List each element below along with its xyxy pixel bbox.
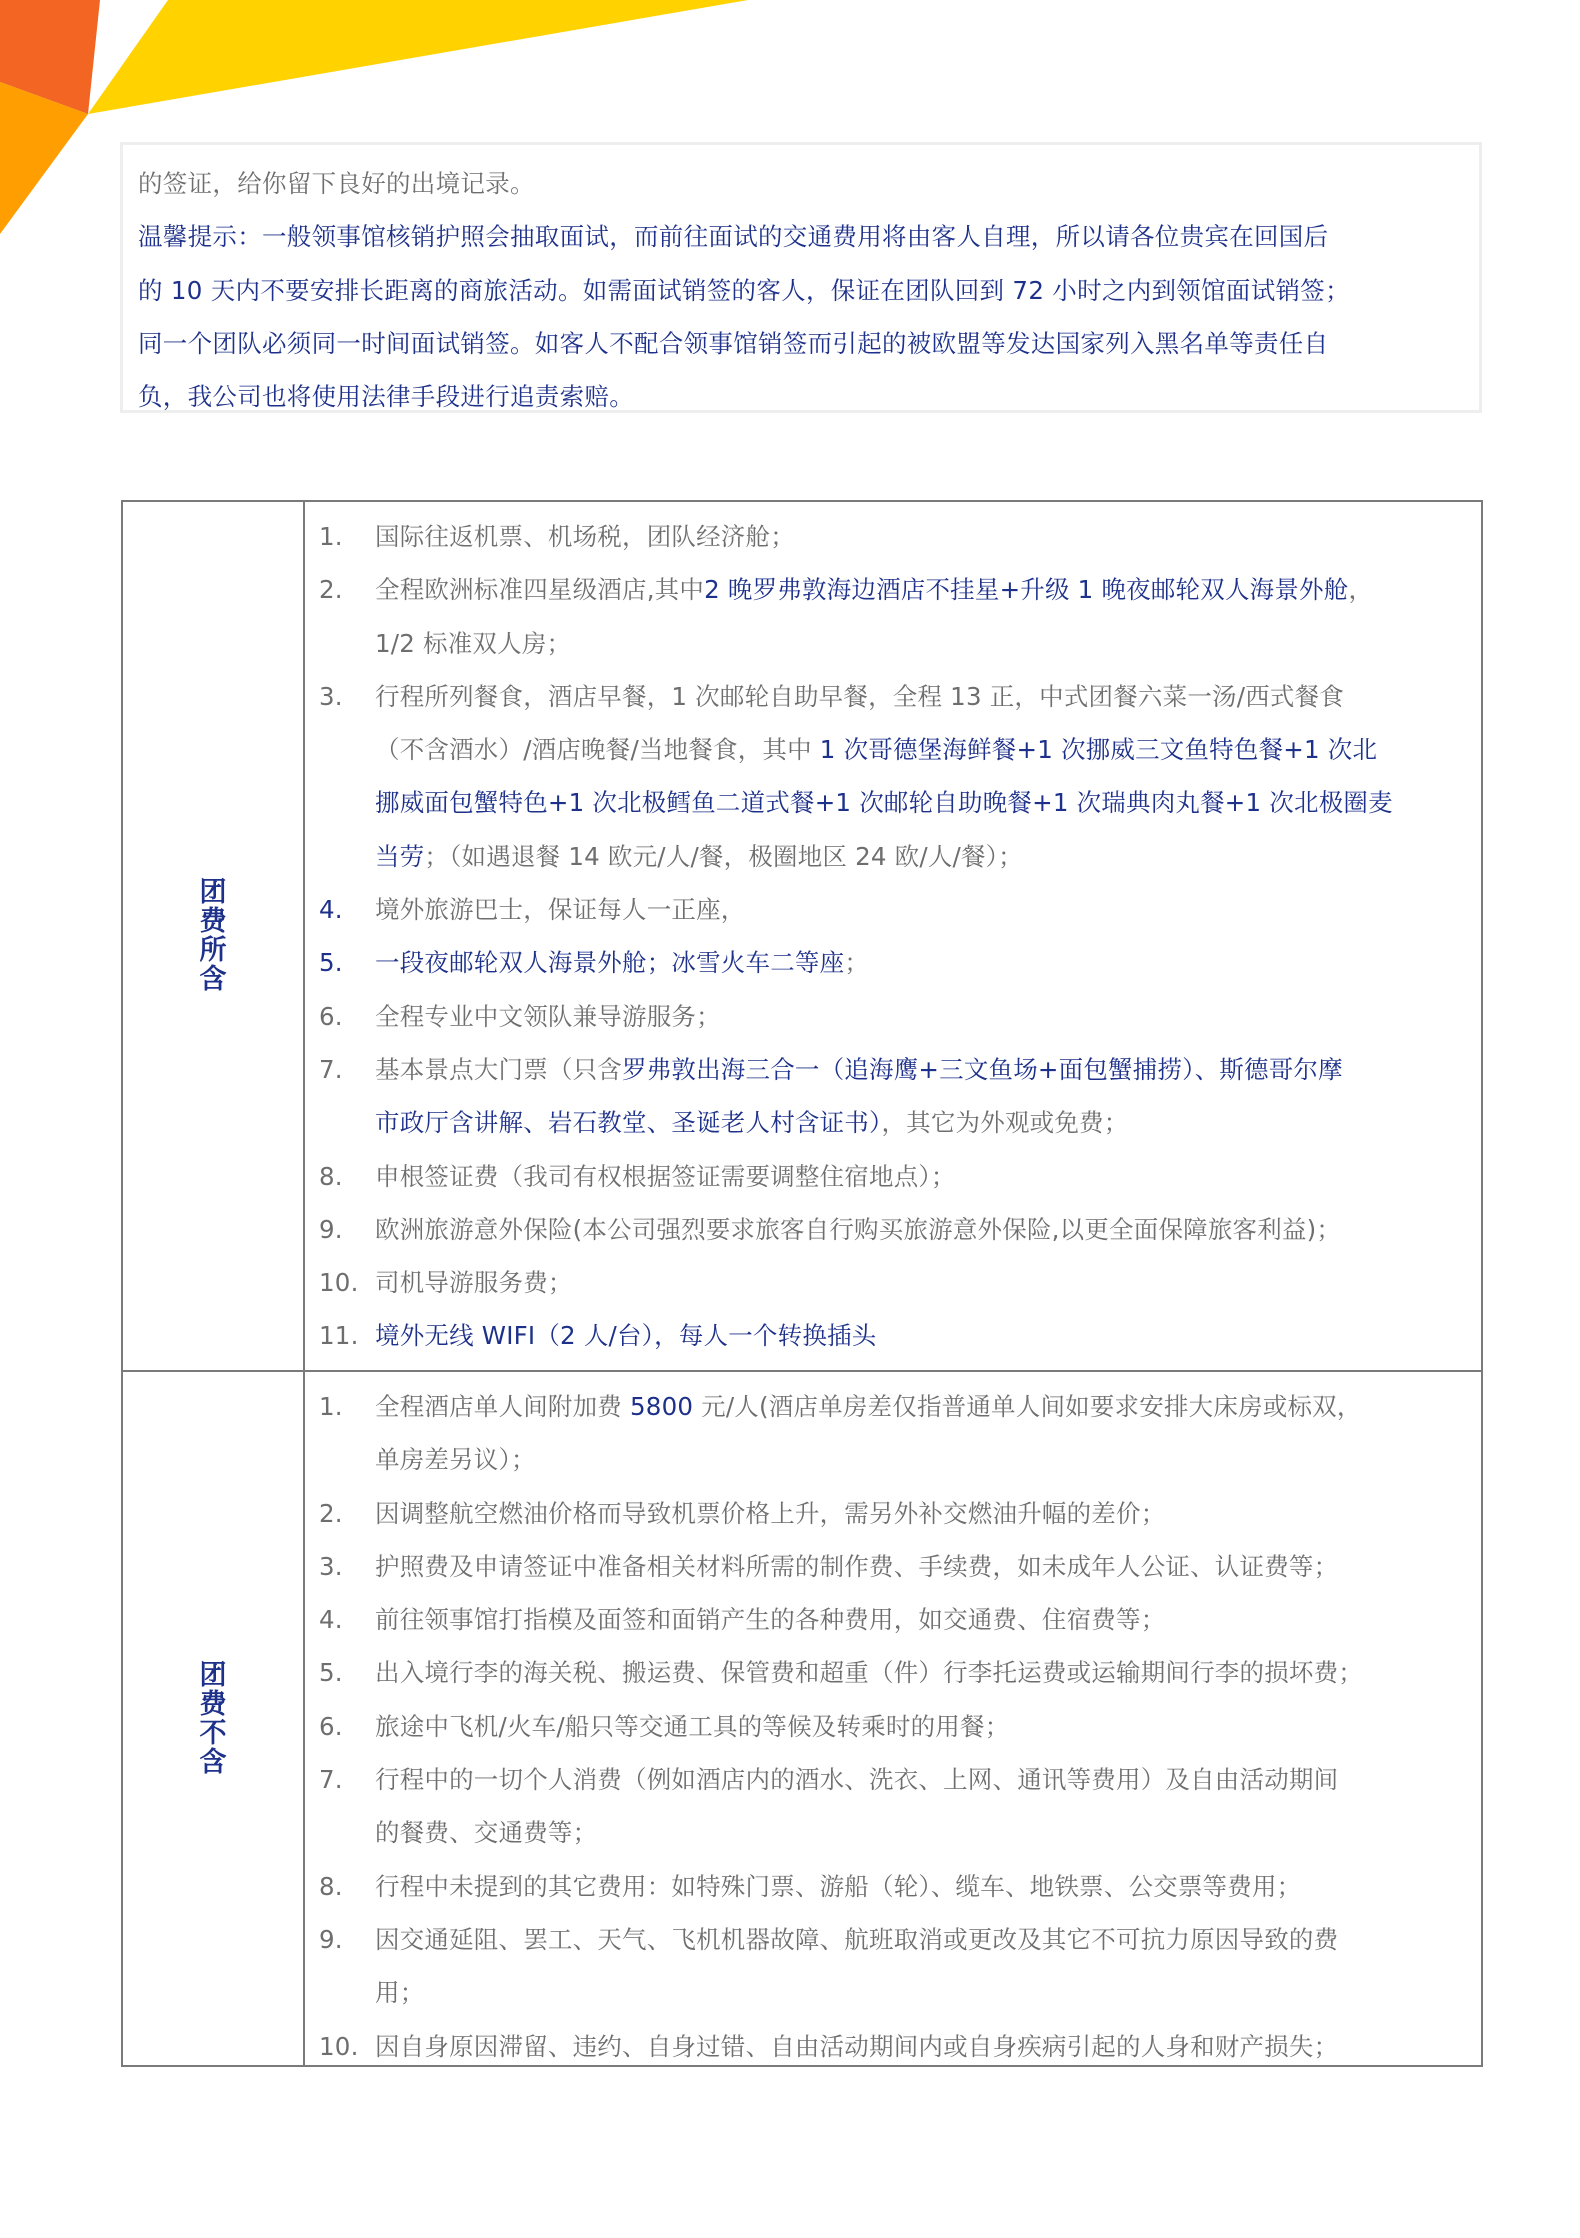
list-item: [305, 936, 1481, 989]
list-item: [305, 1203, 1481, 1256]
yellow-shard: [88, 0, 748, 114]
list-item: [305, 1487, 1481, 1540]
list-item-text: 前往领事馆打指模及面签和面销产生的各种费用，如交通费、住宿费等；: [375, 1605, 1166, 1635]
list-item-text: 用；: [375, 1978, 425, 2008]
notice-line-1: 的签证，给你留下良好的出境记录。: [138, 169, 535, 198]
list-item: [305, 1753, 1481, 1860]
list-item-line: [375, 1309, 1481, 1362]
list-item-number: 8.: [319, 1871, 343, 1901]
list-item-text: 全程欧洲标准四星级酒店,其中: [375, 575, 705, 605]
list-item-line: [375, 510, 1481, 563]
fee-included-content: [304, 501, 1482, 1371]
fee-included-label: 团费所含: [199, 877, 227, 995]
list-item: [305, 1860, 1481, 1913]
fee-excluded-section: [122, 1371, 1482, 2066]
list-item-number: 10.: [319, 1268, 359, 1298]
list-item-number: 7.: [319, 1054, 343, 1084]
list-item-text: 市政厅含讲解、岩石教堂、圣诞老人村含证书）: [375, 1108, 882, 1138]
list-item-text: 国际往返机票、机场税，团队经济舱；: [375, 522, 795, 551]
list-item: [305, 1043, 1481, 1150]
list-item-text: 境外旅游巴士，保证每人一正座，: [375, 895, 746, 925]
list-item-text: 罗弗敦出海三合一（追海鹰+三文鱼场+面包蟹捕捞）、斯德哥尔摩: [622, 1054, 1343, 1084]
list-item-text: （不含酒水）/酒店晚餐/当地餐食，其中: [375, 735, 812, 765]
list-item-line: [375, 617, 1481, 670]
list-item-line: [375, 990, 1481, 1043]
list-item: [305, 2020, 1481, 2073]
list-item-number: 9.: [319, 1214, 343, 1244]
list-item-line: [375, 1753, 1481, 1806]
list-item-text: 一段夜邮轮双人海景外舱；冰雪火车二等座: [375, 948, 845, 978]
list-item-line: [375, 563, 1481, 616]
list-item-text: 行程所列餐食，酒店早餐，1 次邮轮自助早餐，全程 13 正，中式团餐六菜一汤/西式餐食: [375, 681, 1344, 711]
list-item-text: 当劳: [375, 841, 425, 871]
list-item-line: [375, 1096, 1481, 1149]
list-item: [305, 1593, 1481, 1646]
list-item-line: [375, 776, 1481, 829]
list-item-number: 4.: [319, 895, 343, 925]
list-item-text: 单房差另议）；: [375, 1445, 536, 1475]
list-item: [305, 1913, 1481, 2020]
fee-excluded-label: 团费不含: [199, 1659, 227, 1778]
list-item-text: 1 次哥德堡海鲜餐+1 次挪威三文鱼特色餐+1 次北: [811, 735, 1378, 765]
list-item-number: 7.: [319, 1765, 343, 1795]
list-item-number: 1.: [319, 522, 343, 551]
list-item-number: 5.: [319, 948, 343, 978]
list-item-text: 1/2 标准双人房；: [375, 628, 572, 658]
list-item-text: 旅途中飞机/火车/船只等交通工具的等候及转乘时的用餐；: [375, 1711, 1010, 1741]
fee-excluded-label-cell: [122, 1371, 304, 2066]
list-item-text: 欧洲旅游意外保险(本公司强烈要求旅客自行购买旅游意外保险,以更全面保障旅客利益)；: [375, 1214, 1342, 1244]
list-item-number: 3.: [319, 681, 343, 711]
list-item-text: 因自身原因滞留、违约、自身过错、自由活动期间内或自身疾病引起的人身和财产损失；: [375, 2031, 1339, 2061]
list-item-number: 11.: [319, 1321, 359, 1351]
list-item-number: 6.: [319, 1001, 343, 1031]
list-item-line: [375, 1966, 1481, 2019]
list-item-line: [375, 1256, 1481, 1309]
list-item-text: 申根签证费（我司有权根据签证需要调整住宿地点）；: [375, 1161, 956, 1191]
list-item: [305, 1256, 1481, 1309]
list-item-line: [375, 723, 1481, 776]
list-item-text: 护照费及申请签证中准备相关材料所需的制作费、手续费，如未成年人公证、认证费等；: [375, 1551, 1339, 1581]
list-item-number: 4.: [319, 1605, 343, 1635]
list-item: [305, 670, 1481, 883]
list-item-number: 8.: [319, 1161, 343, 1191]
notice-warm-tip-line-3: 同一个团队必须同一时间面试销签。如客人不配合领事馆销签而引起的被欧盟等发达国家列入黑名单等责任自: [138, 328, 1329, 358]
list-item-text: 全程专业中文领队兼导游服务；: [375, 1001, 721, 1031]
list-item-text: 元/人(酒店单房差仅指普通单人间如要求安排大床房或标双，: [693, 1392, 1362, 1421]
notice-warm-tip-line-4: 负，我公司也将使用法律手段进行追责索赔。: [138, 382, 634, 412]
fee-included-list: [305, 502, 1481, 1370]
list-item-line: [375, 1043, 1481, 1096]
list-item-number: 2.: [319, 1498, 343, 1528]
list-item-text: 基本景点大门票（只含: [375, 1054, 622, 1084]
list-item-text: 境外无线 WIFI（2 人/台），每人一个转换插头: [375, 1321, 877, 1351]
list-item-text: ，其它为外观或免费；: [881, 1108, 1129, 1138]
list-item-number: 9.: [319, 1924, 343, 1954]
list-item-text: 的餐费、交通费等；: [375, 1818, 598, 1848]
list-item-line: [375, 1593, 1481, 1646]
list-item-line: [375, 830, 1481, 883]
list-item: [305, 990, 1481, 1043]
list-item-line: [375, 1806, 1481, 1859]
list-item: [305, 1700, 1481, 1753]
list-item-text: ；: [844, 948, 870, 978]
list-item-text: 司机导游服务费；: [375, 1268, 573, 1298]
list-item-line: [375, 1646, 1481, 1699]
list-item-line: [375, 1433, 1481, 1486]
list-item-line: [375, 670, 1481, 723]
list-item-text: 行程中未提到的其它费用：如特殊门票、游船（轮）、缆车、地铁票、公交票等费用；: [375, 1871, 1302, 1901]
list-item: [305, 883, 1481, 936]
fee-included-section: [122, 501, 1482, 1371]
list-item: [305, 563, 1481, 670]
list-item-line: [375, 1203, 1481, 1256]
list-item-line: [375, 883, 1481, 936]
list-item-text: 行程中的一切个人消费（例如酒店内的酒水、洗衣、上网、通讯等费用）及自由活动期间: [375, 1765, 1339, 1795]
list-item-text: 5800: [630, 1392, 694, 1421]
list-item-text: 因调整航空燃油价格而导致机票价格上升，需另外补交燃油升幅的差价；: [375, 1498, 1166, 1528]
fee-table: [121, 500, 1483, 2067]
list-item: [305, 1150, 1481, 1203]
list-item: [305, 510, 1481, 563]
list-item-line: [375, 2020, 1481, 2073]
list-item-line: [375, 1700, 1481, 1753]
list-item-number: 1.: [319, 1392, 343, 1421]
list-item: [305, 1380, 1481, 1487]
notice-warm-tip-line-2: 的 10 天内不要安排长距离的商旅活动。如需面试销签的客人，保证在团队回到 72 小时之内到领馆面试销签；: [138, 275, 1350, 305]
list-item-number: 6.: [319, 1711, 343, 1741]
list-item: [305, 1540, 1481, 1593]
fee-included-label-cell: [122, 501, 304, 1371]
list-item: [305, 1309, 1481, 1362]
list-item-number: 2.: [319, 575, 343, 605]
list-item-line: [375, 1860, 1481, 1913]
list-item-number: 5.: [319, 1658, 343, 1688]
list-item-line: [375, 1380, 1481, 1433]
fee-excluded-list: [305, 1372, 1481, 2065]
list-item-line: [375, 1487, 1481, 1540]
list-item-text: ，: [1348, 575, 1374, 605]
list-item-text: 因交通延阻、罢工、天气、飞机机器故障、航班取消或更改及其它不可抗力原因导致的费: [375, 1924, 1339, 1954]
list-item-line: [375, 1540, 1481, 1593]
list-item-line: [375, 936, 1481, 989]
list-item-number: 3.: [319, 1551, 343, 1581]
list-item-text: 全程酒店单人间附加费: [375, 1392, 630, 1421]
list-item-text: 2 晚罗弗敦海边酒店不挂星+升级 1 晚夜邮轮双人海景外舱: [704, 575, 1349, 605]
list-item-number: 10.: [319, 2031, 359, 2061]
list-item: [305, 1646, 1481, 1699]
list-item-text: 出入境行李的海关税、搬运费、保管费和超重（件）行李托运费或运输期间行李的损坏费；: [375, 1658, 1363, 1688]
fee-excluded-content: [304, 1371, 1482, 2066]
list-item-line: [375, 1913, 1481, 1966]
visa-notice-box: [120, 142, 1482, 413]
list-item-line: [375, 1150, 1481, 1203]
list-item-text: ；（如遇退餐 14 欧元/人/餐，极圈地区 24 欧/人/餐）；: [424, 841, 1023, 871]
notice-warm-tip-line-1: 温馨提示：一般领事馆核销护照会抽取面试，而前往面试的交通费用将由客人自理，所以请各位贵宾在回国后: [138, 222, 1329, 252]
list-item-text: 挪威面包蟹特色+1 次北极鳕鱼二道式餐+1 次邮轮自助晚餐+1 次瑞典肉丸餐+1 次北极圈麦: [375, 788, 1393, 818]
